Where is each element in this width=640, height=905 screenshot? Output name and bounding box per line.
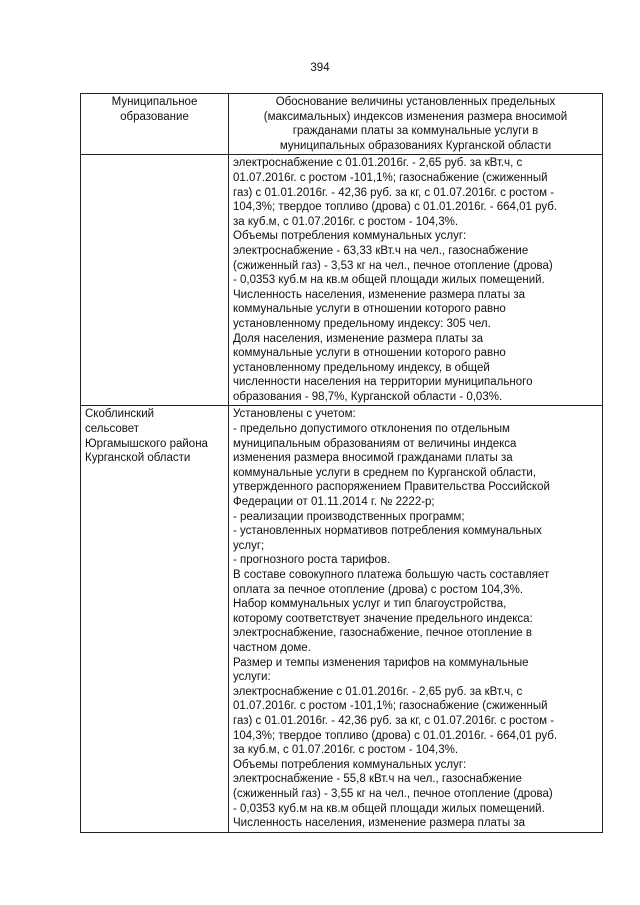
text-line: Установлены с учетом: — [233, 408, 356, 421]
header-text-line: Муниципальное — [111, 96, 198, 108]
text-line: Федерации от 01.11.2014 г. № 2222-р; — [233, 496, 435, 509]
text-line: коммунальные услуги в среднем по Курганской области, — [233, 466, 537, 479]
text-line: за куб.м, с 01.07.2016г. с ростом - 104,3%. — [233, 215, 459, 228]
text-line: - предельно допустимого отклонения по отдельным — [233, 423, 510, 436]
text-line: В составе совокупного платежа большую часть составляет — [233, 569, 550, 581]
text-line: установленному предельному индексу: 305 чел. — [233, 317, 491, 330]
text-line: оплата за печное отопление (дрова) с ростом 104,3%. — [233, 583, 524, 596]
municipality-line: сельсовет — [85, 423, 140, 436]
text-line: (сжиженный газ) - 3,53 кг на чел., печное отопление (дрова) — [233, 259, 553, 272]
text-line: Численность населения, изменение размера платы за — [233, 817, 526, 830]
text-line: Объемы потребления коммунальных услуг: — [233, 758, 467, 771]
page-number: 394 — [310, 62, 330, 74]
text-line: Доля населения, изменение размера платы за — [233, 332, 484, 345]
text-line: коммунальные услуги в отношении которого равно — [233, 347, 506, 360]
municipal-index-table — [80, 93, 603, 833]
header-text-line: гражданами платы за коммунальные услуги в — [292, 125, 539, 138]
text-line: Численность населения, изменение размера платы за — [233, 288, 526, 301]
header-text-line: Обоснование величины установленных предельных — [275, 96, 556, 108]
text-line: электроснабжение, газоснабжение, печное отопление в — [233, 627, 532, 640]
municipality-line: Курганской области — [85, 452, 191, 465]
text-line: (сжиженный газ) - 3,55 кг на чел., печное отопление (дрова) — [233, 787, 553, 800]
text-line: численности населения на территории муниципального — [233, 376, 533, 389]
text-line: Объемы потребления коммунальных услуг: — [233, 230, 467, 243]
municipality-cell — [81, 155, 229, 406]
text-line: образования - 98,7%, Курганской области - 0,03%. — [233, 390, 503, 403]
text-line: услуг; — [233, 539, 265, 552]
text-line: установленному предельному индексу, в общей — [233, 361, 490, 374]
table-row — [81, 406, 603, 832]
text-line: газ) с 01.01.2016г. - 42,36 руб. за кг, с 01.07.2016г. с ростом - — [233, 714, 555, 727]
text-line: Размер и темпы изменения тарифов на коммунальные — [233, 656, 529, 669]
table-row — [81, 155, 603, 406]
text-line: - реализации производственных программ; — [233, 510, 465, 523]
header-justification — [229, 94, 603, 155]
text-line: - установленных нормативов потребления коммунальных — [233, 525, 542, 538]
text-line: - прогнозного роста тарифов. — [233, 554, 391, 567]
text-line: коммунальные услуги в отношении которого равно — [233, 303, 506, 316]
text-line: электроснабжение с 01.01.2016г. - 2,65 руб. за кВт.ч, с — [233, 685, 523, 698]
text-line: электроснабжение - 63,33 кВт.ч на чел., газоснабжение — [233, 244, 529, 257]
municipality-line: Скоблинский — [85, 408, 155, 421]
header-text-line: (максимальных) индексов изменения размера вносимой — [263, 110, 568, 123]
municipality-cell — [81, 406, 229, 832]
text-line: - 0,0353 куб.м на кв.м общей площади жилых помещений. — [233, 274, 545, 287]
text-line: изменения размера вносимой гражданами платы за — [233, 452, 513, 465]
text-line: 01.07.2016г. с ростом -101,1%; газоснабжение (сжиженный — [233, 700, 548, 713]
header-text-line: образование — [120, 110, 189, 123]
municipality-line: Юргамышского района — [85, 437, 208, 450]
text-line: 01.07.2016г. с ростом -101,1%; газоснабжение (сжиженный — [233, 171, 548, 184]
text-line: электроснабжение с 01.01.2016г. - 2,65 руб. за кВт.ч, с — [233, 157, 523, 170]
justification-cell — [229, 155, 603, 406]
header-text-line: муниципальных образованиях Курганской области — [279, 139, 552, 152]
text-line: электроснабжение - 55,8 кВт.ч на чел., газоснабжение — [233, 773, 522, 786]
header-municipality — [81, 94, 229, 155]
text-line: услуги: — [233, 671, 271, 684]
text-line: 104,3%; твердое топливо (дрова) с 01.01.2016г. - 664,01 руб. — [233, 201, 558, 214]
table-header-row — [81, 94, 603, 155]
text-line: утвержденного распоряжением Правительства Российской — [233, 481, 550, 494]
text-line: Набор коммунальных услуг и тип благоустройства, — [233, 598, 507, 611]
text-line: за куб.м, с 01.07.2016г. с ростом - 104,3%. — [233, 744, 459, 757]
text-line: - 0,0353 куб.м на кв.м общей площади жилых помещений. — [233, 802, 545, 815]
text-line: муниципальным образованиям от величины индекса — [233, 437, 517, 450]
text-line: газ) с 01.01.2016г. - 42,36 руб. за кг, с 01.07.2016г. с ростом - — [233, 186, 555, 199]
text-line: частном доме. — [233, 641, 311, 654]
justification-cell — [229, 406, 603, 832]
text-line: 104,3%; твердое топливо (дрова) с 01.01.2016г. - 664,01 руб. — [233, 729, 558, 742]
text-line: которому соответствует значение предельного индекса: — [233, 612, 533, 625]
